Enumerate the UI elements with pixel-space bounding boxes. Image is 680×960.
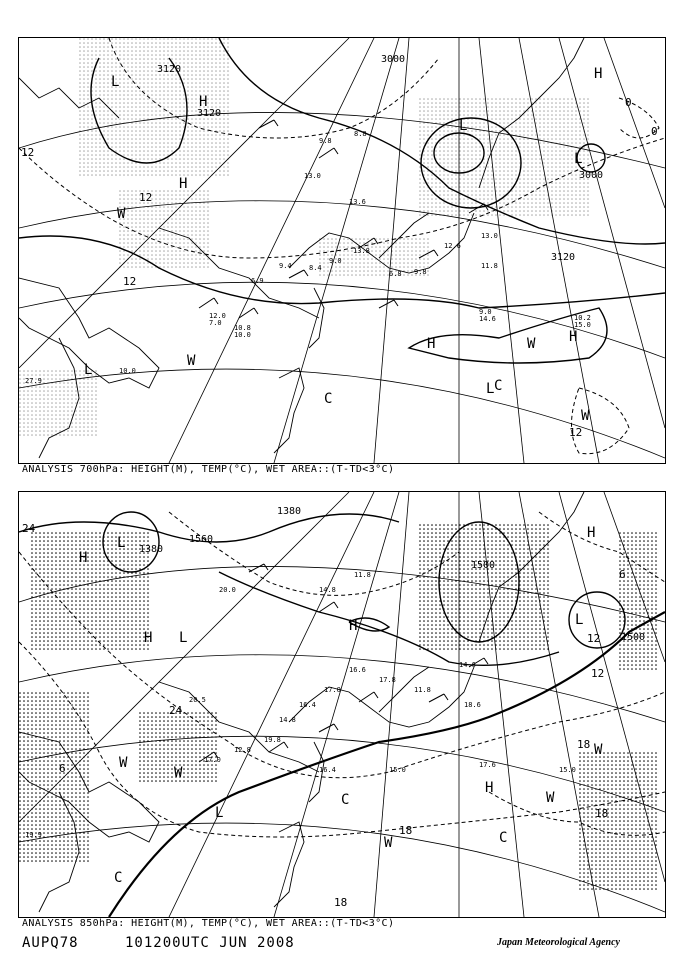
map-700hpa: [18, 37, 666, 464]
svg-text:20.0: 20.0: [219, 586, 236, 594]
svg-text:14.8: 14.8: [319, 586, 336, 594]
height-label: 1380: [277, 506, 302, 517]
cold-center: C: [499, 830, 508, 846]
height-label: 3120: [197, 108, 222, 119]
svg-text:16.4: 16.4: [299, 701, 316, 709]
svg-text:11.8: 11.8: [481, 262, 498, 270]
svg-text:12.0: 12.0: [209, 312, 226, 320]
svg-text:12.6: 12.6: [444, 242, 461, 250]
warm-center: W: [384, 835, 393, 851]
svg-text:6.8: 6.8: [389, 270, 402, 278]
temp-label: 0: [651, 125, 658, 138]
temp-label: 24: [169, 704, 183, 717]
low-center: L: [117, 535, 126, 551]
high-center: H: [569, 329, 578, 345]
low-center: L: [84, 362, 93, 378]
svg-text:17.0: 17.0: [204, 756, 221, 764]
low-center: L: [459, 118, 468, 134]
wet-area-dots: [19, 522, 659, 892]
svg-text:20.5: 20.5: [189, 696, 206, 704]
wet-area-dots: [19, 38, 589, 438]
svg-text:16.4: 16.4: [319, 766, 336, 774]
warm-center: W: [117, 206, 126, 222]
svg-text:13.8: 13.8: [353, 247, 370, 255]
svg-text:10.8: 10.8: [234, 324, 251, 332]
map-850hpa-caption: ANALYSIS 850hPa: HEIGHT(M), TEMP(°C), WET AREA::(T-TD<3°C): [22, 918, 395, 929]
height-label: 3000: [381, 54, 406, 65]
svg-text:13.0: 13.0: [304, 172, 321, 180]
map-850hpa-canvas: [19, 492, 665, 917]
temp-label: 12: [569, 426, 583, 439]
svg-text:11.8: 11.8: [354, 571, 371, 579]
svg-text:7.0: 7.0: [209, 319, 222, 327]
svg-text:14.6: 14.6: [479, 315, 496, 323]
high-center: H: [587, 525, 596, 541]
svg-text:10.0: 10.0: [119, 367, 136, 375]
high-center: H: [199, 94, 208, 110]
svg-text:19.9: 19.9: [25, 831, 42, 839]
high-center: H: [144, 630, 153, 646]
temp-label: 0: [625, 96, 632, 109]
low-center: L: [179, 630, 188, 646]
map-850hpa: [18, 491, 666, 918]
cold-center: C: [114, 870, 123, 886]
temp-label: 18: [334, 896, 348, 909]
svg-text:13.0: 13.0: [481, 232, 498, 240]
temp-label: 12: [123, 275, 137, 288]
svg-text:17.8: 17.8: [379, 676, 396, 684]
height-label: 3120: [551, 252, 576, 263]
svg-text:10.0: 10.0: [234, 331, 251, 339]
high-center: H: [594, 66, 603, 82]
svg-text:17.6: 17.6: [479, 761, 496, 769]
warm-center: W: [187, 353, 196, 369]
warm-center: W: [546, 790, 555, 806]
svg-text:9.0: 9.0: [329, 257, 342, 265]
height-label: 1500: [621, 632, 646, 643]
low-center: L: [111, 74, 120, 90]
cold-center: C: [324, 391, 333, 407]
svg-text:6.9: 6.9: [251, 277, 264, 285]
low-center: L: [574, 151, 583, 167]
temp-label: 12: [21, 146, 35, 159]
svg-text:9.8: 9.8: [319, 137, 332, 145]
height-label: 1380: [139, 544, 164, 555]
svg-text:10.2: 10.2: [574, 314, 591, 322]
high-center: H: [427, 336, 436, 352]
height-label: 3000: [579, 170, 604, 181]
svg-text:14.6: 14.6: [459, 661, 476, 669]
warm-center: W: [174, 765, 183, 781]
svg-text:11.8: 11.8: [414, 686, 431, 694]
svg-text:15.0: 15.0: [389, 766, 406, 774]
svg-text:14.8: 14.8: [279, 716, 296, 724]
temp-label: 12: [139, 191, 153, 204]
low-center: L: [486, 381, 495, 397]
cold-center: C: [341, 792, 350, 808]
height-label: 1560: [189, 534, 214, 545]
low-center: L: [575, 612, 584, 628]
height-label: 1500: [471, 560, 496, 571]
valid-time: 101200UTC JUN 2008: [125, 935, 295, 951]
svg-text:12.8: 12.8: [234, 746, 251, 754]
svg-text:9.0: 9.0: [479, 308, 492, 316]
warm-center: W: [581, 408, 590, 424]
warm-center: W: [527, 336, 536, 352]
temp-label: 18: [399, 824, 413, 837]
svg-text:18.6: 18.6: [464, 701, 481, 709]
svg-text:17.0: 17.0: [324, 686, 341, 694]
temp-label: 6: [619, 568, 626, 581]
svg-text:15.0: 15.0: [559, 766, 576, 774]
svg-text:9.4: 9.4: [279, 262, 292, 270]
warm-center: W: [119, 755, 128, 771]
temp-label: 12: [587, 632, 601, 645]
warm-center: W: [594, 742, 603, 758]
product-code: AUPQ78: [22, 935, 79, 951]
temp-label: 18: [595, 807, 609, 820]
temp-label: 18: [577, 738, 591, 751]
svg-text:8.4: 8.4: [309, 264, 322, 272]
map-700hpa-canvas: [19, 38, 665, 463]
temp-label: 24: [22, 522, 36, 535]
svg-text:27.9: 27.9: [25, 377, 42, 385]
svg-text:13.6: 13.6: [349, 198, 366, 206]
svg-text:19.8: 19.8: [264, 736, 281, 744]
map-700hpa-caption: ANALYSIS 700hPa: HEIGHT(M), TEMP(°C), WET AREA::(T-TD<3°C): [22, 464, 395, 475]
temp-label: 12: [591, 667, 605, 680]
agency-name: Japan Meteorological Agency: [497, 937, 620, 948]
svg-text:16.6: 16.6: [349, 666, 366, 674]
high-center: H: [349, 618, 358, 634]
svg-text:8.8: 8.8: [354, 130, 367, 138]
svg-text:9.8: 9.8: [414, 268, 427, 276]
high-center: H: [485, 780, 494, 796]
svg-text:15.0: 15.0: [574, 321, 591, 329]
low-center: L: [215, 805, 224, 821]
cold-center: C: [494, 378, 503, 394]
high-center: H: [179, 176, 188, 192]
temp-label: 6: [59, 762, 66, 775]
height-label: 3120: [157, 64, 182, 75]
high-center: H: [79, 550, 88, 566]
